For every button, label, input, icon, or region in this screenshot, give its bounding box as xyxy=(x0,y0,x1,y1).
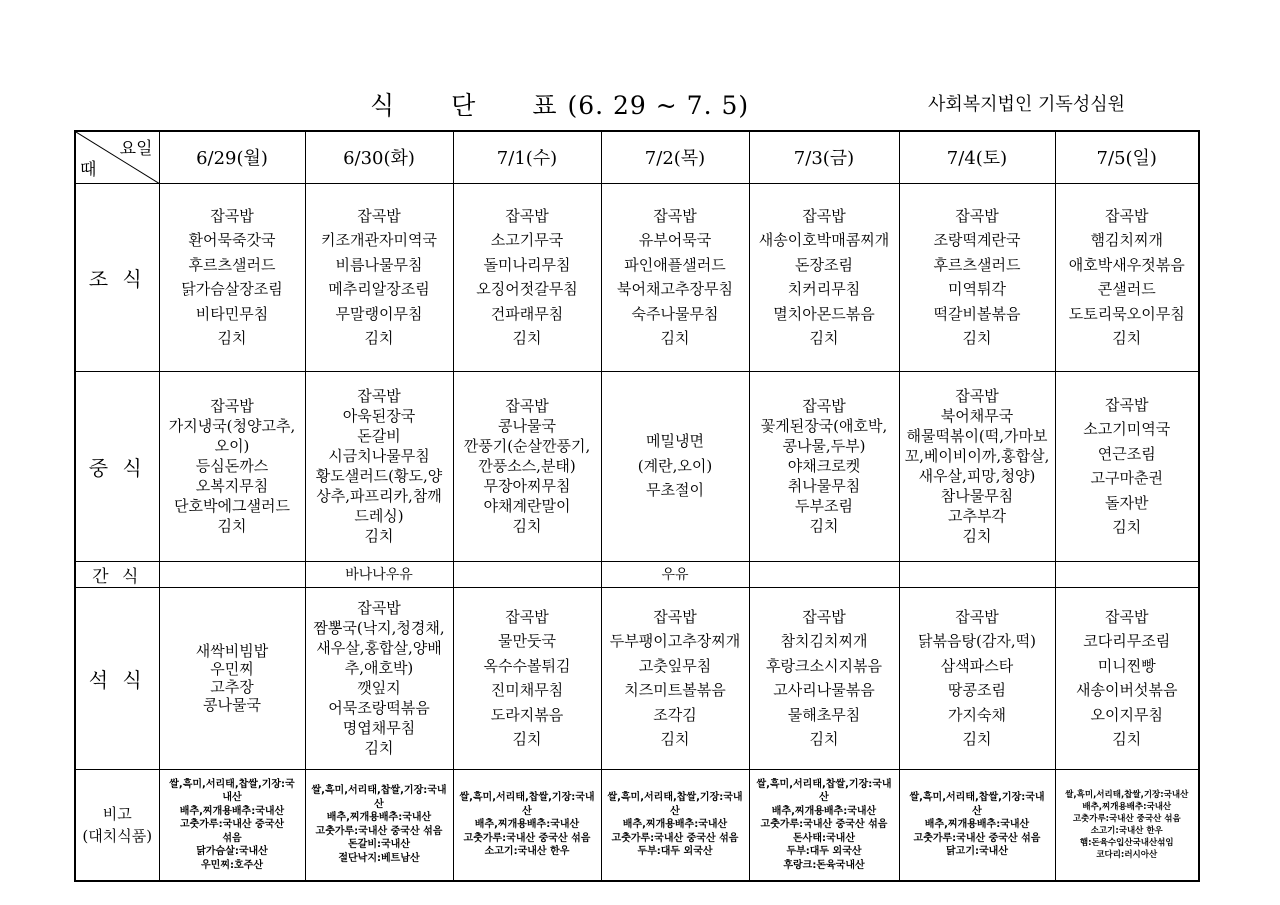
snack-cell-2 xyxy=(305,561,453,587)
breakfast-cell-7 xyxy=(1055,183,1199,371)
menu-item: 취나물무침 xyxy=(787,477,861,495)
menu-item: 고춧잎무침 xyxy=(638,656,712,675)
notes-cell-3 xyxy=(453,769,601,881)
menu-item: 김치 xyxy=(364,527,394,545)
menu-item: 상추,파프리카,참깨 xyxy=(316,487,442,505)
dinner-cell-1 xyxy=(159,587,305,769)
menu-item: 돈갈비:국내산 xyxy=(348,839,410,851)
menu-item: 파인애플샐러드 xyxy=(624,255,726,274)
notes-label-line2: (대치식품) xyxy=(82,826,153,845)
menu-item: 드레싱) xyxy=(354,507,404,525)
menu-item: 미역튀각 xyxy=(948,280,1006,298)
menu-item: 배추,찌개용배추:국내산 xyxy=(1082,801,1172,812)
lunch-label: 중 식 xyxy=(75,371,159,561)
menu-item: 쌀,흑미,서리태,찹쌀,기장:국내 xyxy=(311,785,447,797)
menu-item: 메밀냉면 xyxy=(646,432,704,451)
lunch-cell-4 xyxy=(601,371,749,561)
menu-item: 숙주나물무침 xyxy=(631,304,719,323)
lunch-cell-7 xyxy=(1055,371,1199,561)
menu-item: 깐풍기(순살깐풍기, xyxy=(463,437,591,455)
menu-item: 산 xyxy=(972,805,982,817)
menu-item: 꽃게된장국(애호박, xyxy=(760,417,888,435)
menu-item: 북어채고추장무침 xyxy=(617,280,733,298)
menu-item: 도라지볶음 xyxy=(490,705,564,724)
menu-item: 돈갈비 xyxy=(357,427,401,445)
menu-item: 건파래무침 xyxy=(490,304,564,323)
menu-item: 김치 xyxy=(1112,730,1142,748)
menu-item: 잡곡밥 xyxy=(505,607,549,626)
breakfast-cell-4 xyxy=(601,183,749,371)
menu-item: 비름나물무침 xyxy=(335,255,423,274)
menu-item: 잡곡밥 xyxy=(210,397,254,415)
menu-item: 고춧가루:국내산 중국산 섞음 xyxy=(315,825,443,837)
menu-item: 우민찌:호주산 xyxy=(201,859,263,871)
menu-item: 참치김치찌개 xyxy=(780,632,868,650)
corner-day-label: 요일 xyxy=(119,139,153,160)
menu-item: 잡곡밥 xyxy=(1105,206,1149,225)
menu-item: 잡곡밥 xyxy=(955,607,999,626)
dinner-cell-5 xyxy=(749,587,899,769)
day-header: 7/1(수) xyxy=(453,131,601,183)
snack-cell-3 xyxy=(453,561,601,587)
menu-item: 고구마춘권 xyxy=(1090,469,1163,487)
menu-item: 치즈미트볼볶음 xyxy=(624,681,726,699)
menu-item: 오이) xyxy=(214,437,250,455)
breakfast-cell-3 xyxy=(453,183,601,371)
menu-item: 소고기:국내산 한우 xyxy=(1090,825,1163,836)
notes-row xyxy=(75,769,1199,881)
menu-item: 잡곡밥 xyxy=(1105,607,1149,626)
breakfast-cell-2 xyxy=(305,183,453,371)
menu-item: 도토리묵오이무침 xyxy=(1068,304,1185,323)
corner-meal-label: 때 xyxy=(80,160,97,181)
day-header: 7/4(토) xyxy=(899,131,1055,183)
menu-item: (계란,오이) xyxy=(637,456,713,475)
menu-item: 우유 xyxy=(661,567,689,583)
menu-item: 쌀,흑미,서리태,찹쌀,기장:국내 xyxy=(459,792,595,803)
menu-item: 새우살,피망,청양) xyxy=(918,467,1036,485)
menu-item: 야채계란말이 xyxy=(483,497,571,515)
menu-item: 쌀,흑미,서리태,찹쌀,기장:국내 xyxy=(607,792,743,803)
menu-item: 비타민무침 xyxy=(195,304,269,323)
dinner-cell-3 xyxy=(453,587,601,769)
menu-item: 황도샐러드(황도,양 xyxy=(315,467,443,485)
menu-item: 내산 xyxy=(222,792,242,803)
menu-item: 콩나물,두부) xyxy=(782,437,866,455)
menu-item: 새우살,홍합살,양배 xyxy=(316,639,442,657)
menu-item: 김치 xyxy=(809,329,839,347)
menu-item: 섞음 xyxy=(222,832,242,844)
title-char: 단 xyxy=(451,91,477,120)
menu-item: 애호박새우젓볶음 xyxy=(1068,255,1185,274)
menu-item: 무말랭이무침 xyxy=(335,304,423,323)
menu-item: 고사리나물볶음 xyxy=(773,681,875,699)
menu-item: 소고기무국 xyxy=(490,231,564,249)
menu-item: 메추리알장조림 xyxy=(328,280,430,298)
menu-item: 유부어묵국 xyxy=(638,231,712,249)
menu-item: 돈사태:국내산 xyxy=(793,832,855,844)
corner-cell xyxy=(75,131,159,183)
menu-item: 햄:돈육수입산국내산섞임 xyxy=(1079,837,1174,848)
menu-item: 아욱된장국 xyxy=(342,407,416,425)
menu-item: 잡곡밥 xyxy=(802,607,846,626)
menu-item: 잡곡밥 xyxy=(505,397,549,415)
breakfast-cell-6 xyxy=(899,183,1055,371)
menu-item: 두부:대두 외국산 xyxy=(637,846,713,857)
dinner-cell-4 xyxy=(601,587,749,769)
menu-item: 김치 xyxy=(660,329,690,347)
menu-item: 참나물무침 xyxy=(940,487,1014,505)
menu-item: 고춧가루:국내산 중국산 섞음 xyxy=(760,819,888,830)
menu-item: 후랑크:돈육국내산 xyxy=(783,859,865,871)
notes-cell-1 xyxy=(159,769,305,881)
menu-item: 후랑크소시지볶음 xyxy=(766,656,882,675)
menu-item: 환어묵죽갓국 xyxy=(188,231,276,249)
menu-item: 김치 xyxy=(962,329,992,347)
menu-item: 연근조림 xyxy=(1097,444,1156,463)
menu-item: 닭볶음탕(감자,떡) xyxy=(918,632,1036,650)
menu-item: 고춧가루:국내산 중국산 섞음 xyxy=(913,832,1041,844)
menu-item: 치커리무침 xyxy=(787,280,861,298)
lunch-row xyxy=(75,371,1199,561)
menu-item: 어묵조랑떡볶음 xyxy=(328,699,430,717)
menu-item: 시금치나물무침 xyxy=(328,447,430,465)
menu-item: 땅콩조림 xyxy=(948,681,1006,699)
menu-item: 잡곡밥 xyxy=(653,607,697,626)
menu-item: 쌀,흑미,서리태,찹쌀,기장:국내 xyxy=(909,792,1045,803)
menu-item: 바나나우유 xyxy=(345,567,413,583)
menu-item: 고추장 xyxy=(210,678,254,696)
menu-item: 등심돈까스 xyxy=(195,457,269,475)
lunch-cell-6 xyxy=(899,371,1055,561)
menu-item: 콘샐러드 xyxy=(1097,280,1156,298)
day-header: 6/30(화) xyxy=(305,131,453,183)
menu-item: 무초절이 xyxy=(646,481,704,500)
organization-name: 사회복지법인 기독성심원 xyxy=(928,94,1125,115)
menu-item: 돌미나리무침 xyxy=(483,255,571,274)
menu-item: 잡곡밥 xyxy=(357,599,401,617)
menu-item: 조각김 xyxy=(653,705,697,724)
lunch-cell-2 xyxy=(305,371,453,561)
menu-item: 산 xyxy=(374,798,384,810)
menu-item: 잡곡밥 xyxy=(505,206,549,225)
menu-item: 멸치아몬드볶음 xyxy=(773,304,875,323)
lunch-cell-3 xyxy=(453,371,601,561)
notes-cell-4 xyxy=(601,769,749,881)
notes-cell-7 xyxy=(1055,769,1199,881)
menu-item: 절단낙지:베트남산 xyxy=(338,852,420,864)
menu-item: 고춧가루:국내산 중국산 섞음 xyxy=(463,832,591,844)
menu-item: 김치 xyxy=(217,517,247,535)
menu-item: 두부:대두 외국산 xyxy=(786,846,862,857)
snack-row xyxy=(75,561,1199,587)
day-header-row xyxy=(75,131,1199,183)
menu-item: 쌀,흑미,서리태,찹쌀,기장:국내산 xyxy=(1065,789,1189,800)
menu-item: 가지냉국(청양고추, xyxy=(168,417,296,435)
menu-item: 김치 xyxy=(962,527,992,545)
menu-item: 잡곡밥 xyxy=(653,206,697,225)
menu-item: 돌자반 xyxy=(1105,493,1149,512)
lunch-cell-1 xyxy=(159,371,305,561)
menu-item: 김치 xyxy=(809,730,839,748)
menu-item: 미니찐빵 xyxy=(1097,656,1156,675)
menu-item: 물만둣국 xyxy=(498,632,556,650)
menu-item: 진미채무침 xyxy=(490,681,564,699)
menu-item: 잡곡밥 xyxy=(955,206,999,225)
menu-item: 고추부각 xyxy=(948,507,1006,525)
menu-item: 새송이호박매콤찌개 xyxy=(758,231,890,249)
menu-item: 떡갈비볼볶음 xyxy=(933,304,1021,323)
menu-item: 오이지무침 xyxy=(1090,705,1163,724)
snack-cell-7 xyxy=(1055,561,1199,587)
dinner-cell-7 xyxy=(1055,587,1199,769)
menu-item: 배추,찌개용배추:국내산 xyxy=(474,819,580,830)
menu-item: 김치 xyxy=(660,730,690,748)
menu-item: 김치 xyxy=(217,329,247,347)
notes-label xyxy=(75,769,159,881)
menu-item: 삼색파스타 xyxy=(940,656,1014,675)
menu-item: 김치 xyxy=(962,730,992,748)
menu-item: 잡곡밥 xyxy=(210,206,254,225)
dinner-cell-2 xyxy=(305,587,453,769)
dinner-row xyxy=(75,587,1199,769)
menu-item: 김치 xyxy=(1112,518,1142,536)
menu-item: 후르츠샐러드 xyxy=(188,255,276,274)
page-title xyxy=(370,86,749,122)
menu-item: 배추,찌개용배추:국내산 xyxy=(771,805,877,817)
snack-cell-1 xyxy=(159,561,305,587)
day-header: 7/5(일) xyxy=(1055,131,1199,183)
breakfast-cell-5 xyxy=(749,183,899,371)
menu-item: 무장아찌무침 xyxy=(483,477,571,495)
menu-item: 산 xyxy=(670,805,680,817)
title-char: 식 xyxy=(370,91,396,120)
menu-item: 쌀,흑미,서리태,찹쌀,기장:국 xyxy=(169,778,295,790)
dinner-cell-6 xyxy=(899,587,1055,769)
menu-item: 잡곡밥 xyxy=(802,397,846,415)
menu-table xyxy=(74,130,1200,882)
menu-item: 김치 xyxy=(809,517,839,535)
menu-item: 산 xyxy=(522,805,532,817)
menu-item: 오복지무침 xyxy=(195,477,269,495)
menu-item: 해물떡볶이(떡,가마보 xyxy=(906,427,1048,445)
menu-item: 고춧가루:국내산 중국산 섞음 xyxy=(611,832,739,844)
lunch-cell-5 xyxy=(749,371,899,561)
menu-item: 돈장조림 xyxy=(795,255,853,274)
breakfast-cell-1 xyxy=(159,183,305,371)
menu-item: 야채크로켓 xyxy=(787,457,861,475)
menu-item: 물해초무침 xyxy=(787,705,861,724)
notes-cell-6 xyxy=(899,769,1055,881)
menu-item: 북어채무국 xyxy=(940,407,1014,425)
menu-item: 잡곡밥 xyxy=(1105,395,1149,414)
menu-item: 닭가슴살:국내산 xyxy=(196,846,268,857)
menu-item: 고춧가루:국내산 중국산 섞음 xyxy=(1072,813,1181,824)
snack-cell-5 xyxy=(749,561,899,587)
menu-item: 두부조림 xyxy=(795,497,853,515)
menu-item: 쌀,흑미,서리태,찹쌀,기장:국내 xyxy=(756,778,892,790)
menu-item: 배추,찌개용배추:국내산 xyxy=(326,812,432,824)
menu-item: 햄김치찌개 xyxy=(1090,231,1163,249)
snack-cell-4 xyxy=(601,561,749,587)
menu-item: 추,애호박) xyxy=(344,659,414,677)
menu-item: 배추,찌개용배추:국내산 xyxy=(924,819,1030,830)
menu-item: 산 xyxy=(819,792,829,803)
menu-item: 키조개관자미역국 xyxy=(321,231,437,249)
menu-item: 우민찌 xyxy=(210,660,254,678)
menu-item: 명엽채무침 xyxy=(342,719,416,737)
menu-item: 잡곡밥 xyxy=(357,206,401,225)
snack-cell-6 xyxy=(899,561,1055,587)
menu-item: 잡곡밥 xyxy=(955,387,999,405)
day-header: 6/29(월) xyxy=(159,131,305,183)
menu-item: 잡곡밥 xyxy=(357,387,401,405)
menu-item: 김치 xyxy=(512,517,542,535)
menu-item: 김치 xyxy=(364,329,394,347)
menu-item: 꼬,베이비이까,홍합살, xyxy=(904,447,1050,465)
menu-item: 깐풍소스,분태) xyxy=(478,457,576,475)
breakfast-label: 조 식 xyxy=(75,183,159,371)
menu-item: 소고기미역국 xyxy=(1083,420,1171,438)
menu-item: 새송이버섯볶음 xyxy=(1076,681,1178,699)
menu-item: 조랑떡계란국 xyxy=(933,231,1021,249)
title-date-range: (6. 29 ~ 7. 5) xyxy=(567,91,750,120)
breakfast-row xyxy=(75,183,1199,371)
menu-item: 배추,찌개용배추:국내산 xyxy=(622,819,728,830)
menu-item: 김치 xyxy=(512,730,542,748)
menu-item: 짬뽕국(낙지,청경채, xyxy=(313,619,445,637)
menu-item: 코다리무조림 xyxy=(1083,632,1171,650)
menu-item: 단호박에그샐러드 xyxy=(174,497,290,515)
menu-item: 김치 xyxy=(512,329,542,347)
menu-item: 가지숙채 xyxy=(948,705,1006,724)
menu-item: 고춧가루:국내산 중국산 xyxy=(179,819,285,830)
menu-item: 콩나물국 xyxy=(203,696,261,714)
menu-item: 닭고기:국내산 xyxy=(946,846,1008,857)
menu-item: 잡곡밥 xyxy=(802,206,846,225)
menu-item: 코다리:러시아산 xyxy=(1096,849,1158,860)
menu-item: 콩나물국 xyxy=(498,417,556,435)
menu-item: 후르츠샐러드 xyxy=(933,255,1021,274)
day-header: 7/3(금) xyxy=(749,131,899,183)
menu-item: 새싹비빔밥 xyxy=(195,642,269,660)
menu-item: 두부팽이고추장찌개 xyxy=(609,632,741,650)
notes-cell-2 xyxy=(305,769,453,881)
notes-cell-5 xyxy=(749,769,899,881)
notes-label-line1: 비고 xyxy=(102,804,132,823)
menu-item: 김치 xyxy=(1112,329,1142,347)
menu-item: 배추,찌개용배추:국내산 xyxy=(179,805,285,817)
menu-item: 소고기:국내산 한우 xyxy=(484,846,570,857)
menu-item: 김치 xyxy=(364,739,394,757)
menu-item: 깻잎지 xyxy=(357,679,401,697)
day-header: 7/2(목) xyxy=(601,131,749,183)
snack-label: 간 식 xyxy=(75,561,159,587)
title-char: 표 xyxy=(532,91,558,120)
menu-item: 오징어젓갈무침 xyxy=(476,280,578,298)
dinner-label: 석 식 xyxy=(75,587,159,769)
menu-item: 옥수수볼튀김 xyxy=(483,656,571,675)
menu-item: 닭가슴살장조림 xyxy=(181,280,283,298)
